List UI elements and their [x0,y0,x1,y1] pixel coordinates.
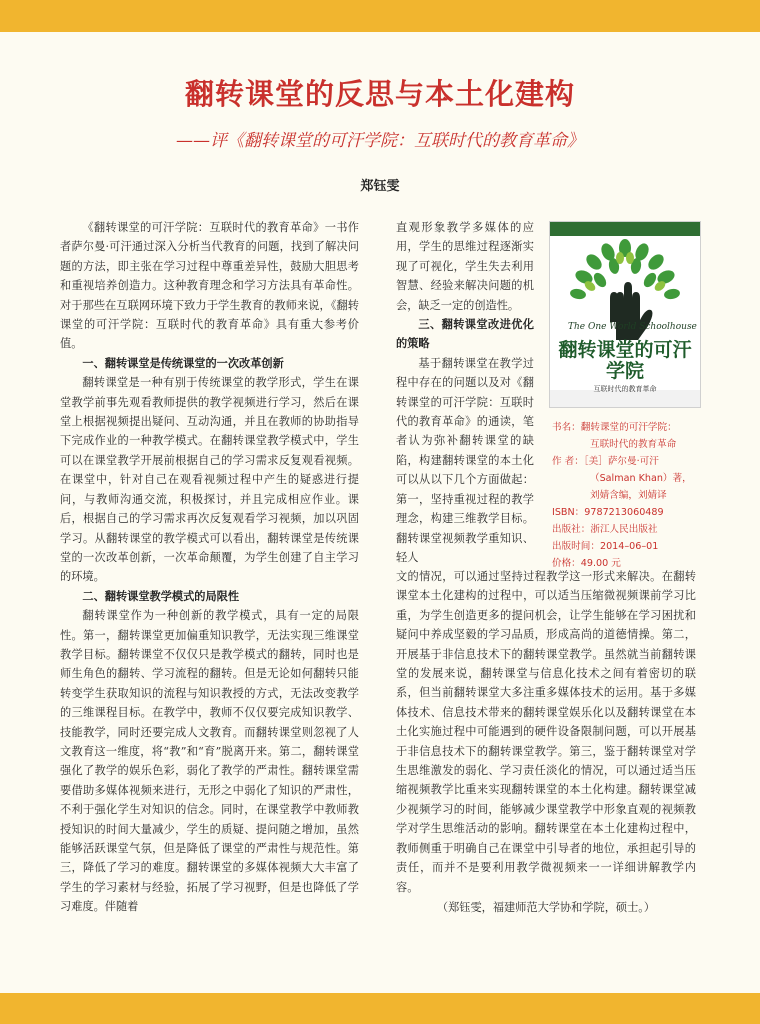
book-date: 出版时间：2014–06–01 [552,541,659,552]
right-column-bottom [396,567,696,917]
book-isbn: ISBN：9787213060489 [552,507,664,518]
section-heading: 二、翻转课堂教学模式的局限性 [82,589,240,603]
book-price: 价格：49.00 元 [552,558,621,569]
cover-subtitle: 互联时代的教育革命 [593,385,657,393]
bottom-band [0,993,760,1024]
book-name-line2: 互联时代的教育革命 [590,439,677,450]
book-info [552,419,712,572]
article-author: 郑钰雯 [360,179,400,194]
book-author: ［美］萨尔曼·可汗 [583,456,659,467]
book-name: 翻转课堂的可汗学院： [580,422,677,433]
paragraph: 《翻转课堂的可汗学院：互联时代的教育革命》一书作者萨尔曼·可汗通过深入分析当代教育的问题，找到了解决问题的方法，即主张在学习过程中尊重差异性，鼓励大胆思考和重视培养创造力。这种教育理念和学习方法具有革命性。对于那些在互联网环境下致力于学生教育的教师来说，《翻转课堂的可汗学院：互联时代的教育革命》具有重大参考价值。 [60,221,359,351]
paragraph: 翻转课堂是一种有别于传统课堂的教学形式，学生在课堂教学前事先观看教师提供的教学视频进行学习，然后在课堂上根据视频提出疑问、互动沟通，并且在教师的协助指导下完成作业的一种教学模式。在翻转课堂教学模式中，学生可以在课堂教学开展前根据自己的学习需求反复观看视频。在课堂中，针对自己在观看视频过程中产生的疑惑进行提问，与教师沟通交流，积极探讨，并且完成相应作业。课后，根据自己的学习需求再次反复观看学习视频，加以巩固学习。从翻转课堂的教学模式可以看出，翻转课堂是传统课堂的一次改革创新，一次革命颠覆，为学生创建了自主学习的环境。 [60,376,359,584]
book-author-line3: 刘婧含编，刘婧译 [590,490,667,501]
cover-english-title: The One World Schoolhouse [568,322,697,332]
cover-title: 翻转课堂的可汗学院 [558,339,692,382]
info-label: 作 者： [552,456,584,467]
top-band [0,0,760,32]
paragraph: 翻转课堂作为一种创新的教学模式，具有一定的局限性。第一，翻转课堂更加偏重知识教学，无法实现三维课堂教学目标。翻转课堂不仅仅只是教学模式的翻转，同时也是师生角色的翻转、学习流程的翻转。但是无论如何翻转只能转变学生获取知识的流程与知识教授的方式，无法改变教学的三维课程目标。在教学中，教师不仅仅要完成知识教学、技能教学，同时还要完成人文教育。而翻转课堂则忽视了人文教育这一维度，将“教”和“育”脱离开来。第二，翻转课堂强化了教学的娱乐色彩，弱化了教学的严肃性。翻转课堂需要借助多媒体视频来进行，无形之中弱化了知识的严肃性，不利于强化学生对知识的信念。同时，在课堂教学中教师教授知识的时间大量减少，学生的质疑、提问随之增加，虽然能够活跃课堂气氛，但是降低了课堂的严肃性与规范性。第三，降低了学习的难度。翻转课堂的多媒体视频大大丰富了学生的学习素材与经验，拓展了学习视野，但是也降低了学习难度。伴随着 [60,609,359,914]
info-label: 书名： [552,422,581,433]
book-author-line2: （Salman Khan）著， [590,473,692,484]
article-subtitle: ——评《翻转课堂的可汗学院：互联时代的教育革命》 [176,131,584,151]
article-title: 翻转课堂的反思与本土化建构 [184,77,575,111]
author-byline: （郑钰雯，福建师范大学协和学院，硕士。） [436,900,656,914]
right-column-top [396,218,534,567]
section-heading: 三、翻转课堂改进优化的策略 [396,318,534,351]
section-heading: 一、翻转课堂是传统课堂的一次改革创新 [82,356,284,370]
left-column [60,218,359,917]
book-cover-image [549,221,701,408]
paragraph: 文的情况，可以通过坚持过程教学这一形式来解决。在翻转课堂本土化建构的过程中，可以适当压缩微视频课前学习比重，为学生创造更多的提问机会，让学生能够在学习困扰和疑问中养成坚毅的学习品质，形成高尚的道德情操。第二，开展基于非信息技术下的翻转课堂教学。虽然就当前翻转课堂的发展来说，翻转课堂与信息化技术之间有着密切的联系，但当前翻转课堂大多注重多媒体技术的运用。基于多媒体技术、信息技术带来的翻转课堂娱乐化以及翻转课堂在本土化实施过程中可能遇到的硬件设备限制问题，可以开展基于非信息技术下的翻转课堂教学。第三，鉴于翻转课堂对学生思维激发的弱化、学习责任淡化的情况，可以通过适当压缩视频教学比重来实现翻转课堂的本土化构建。翻转课堂减少视频学习的时间，能够减少课堂教学中形象直观的视频教学对学生思维活动的影响。翻转课堂在本土化建构过程中，教师侧重于明确自己在课堂中引导者的地位，承担起引导的责任，而并不是要利用教学微视频来一一详细讲解教学内容。 [396,570,696,894]
paragraph: 直观形象教学多媒体的应用，学生的思维过程逐渐实现了可视化，学生失去利用智慧、经验来解决问题的机会，缺乏一定的创造性。 [396,221,534,312]
book-publisher: 出版社：浙江人民出版社 [552,524,658,535]
paragraph: 基于翻转课堂在教学过程中存在的问题以及对《翻转课堂的可汗学院：互联时代的教育革命》的通读，笔者认为弥补翻转课堂的缺陷，构建翻转课堂的本土化可以从以下几个方面做起：第一，坚持重视过程的教学理念，构建三维教学目标。翻转课堂视频教学重知识、轻人 [396,356,534,564]
